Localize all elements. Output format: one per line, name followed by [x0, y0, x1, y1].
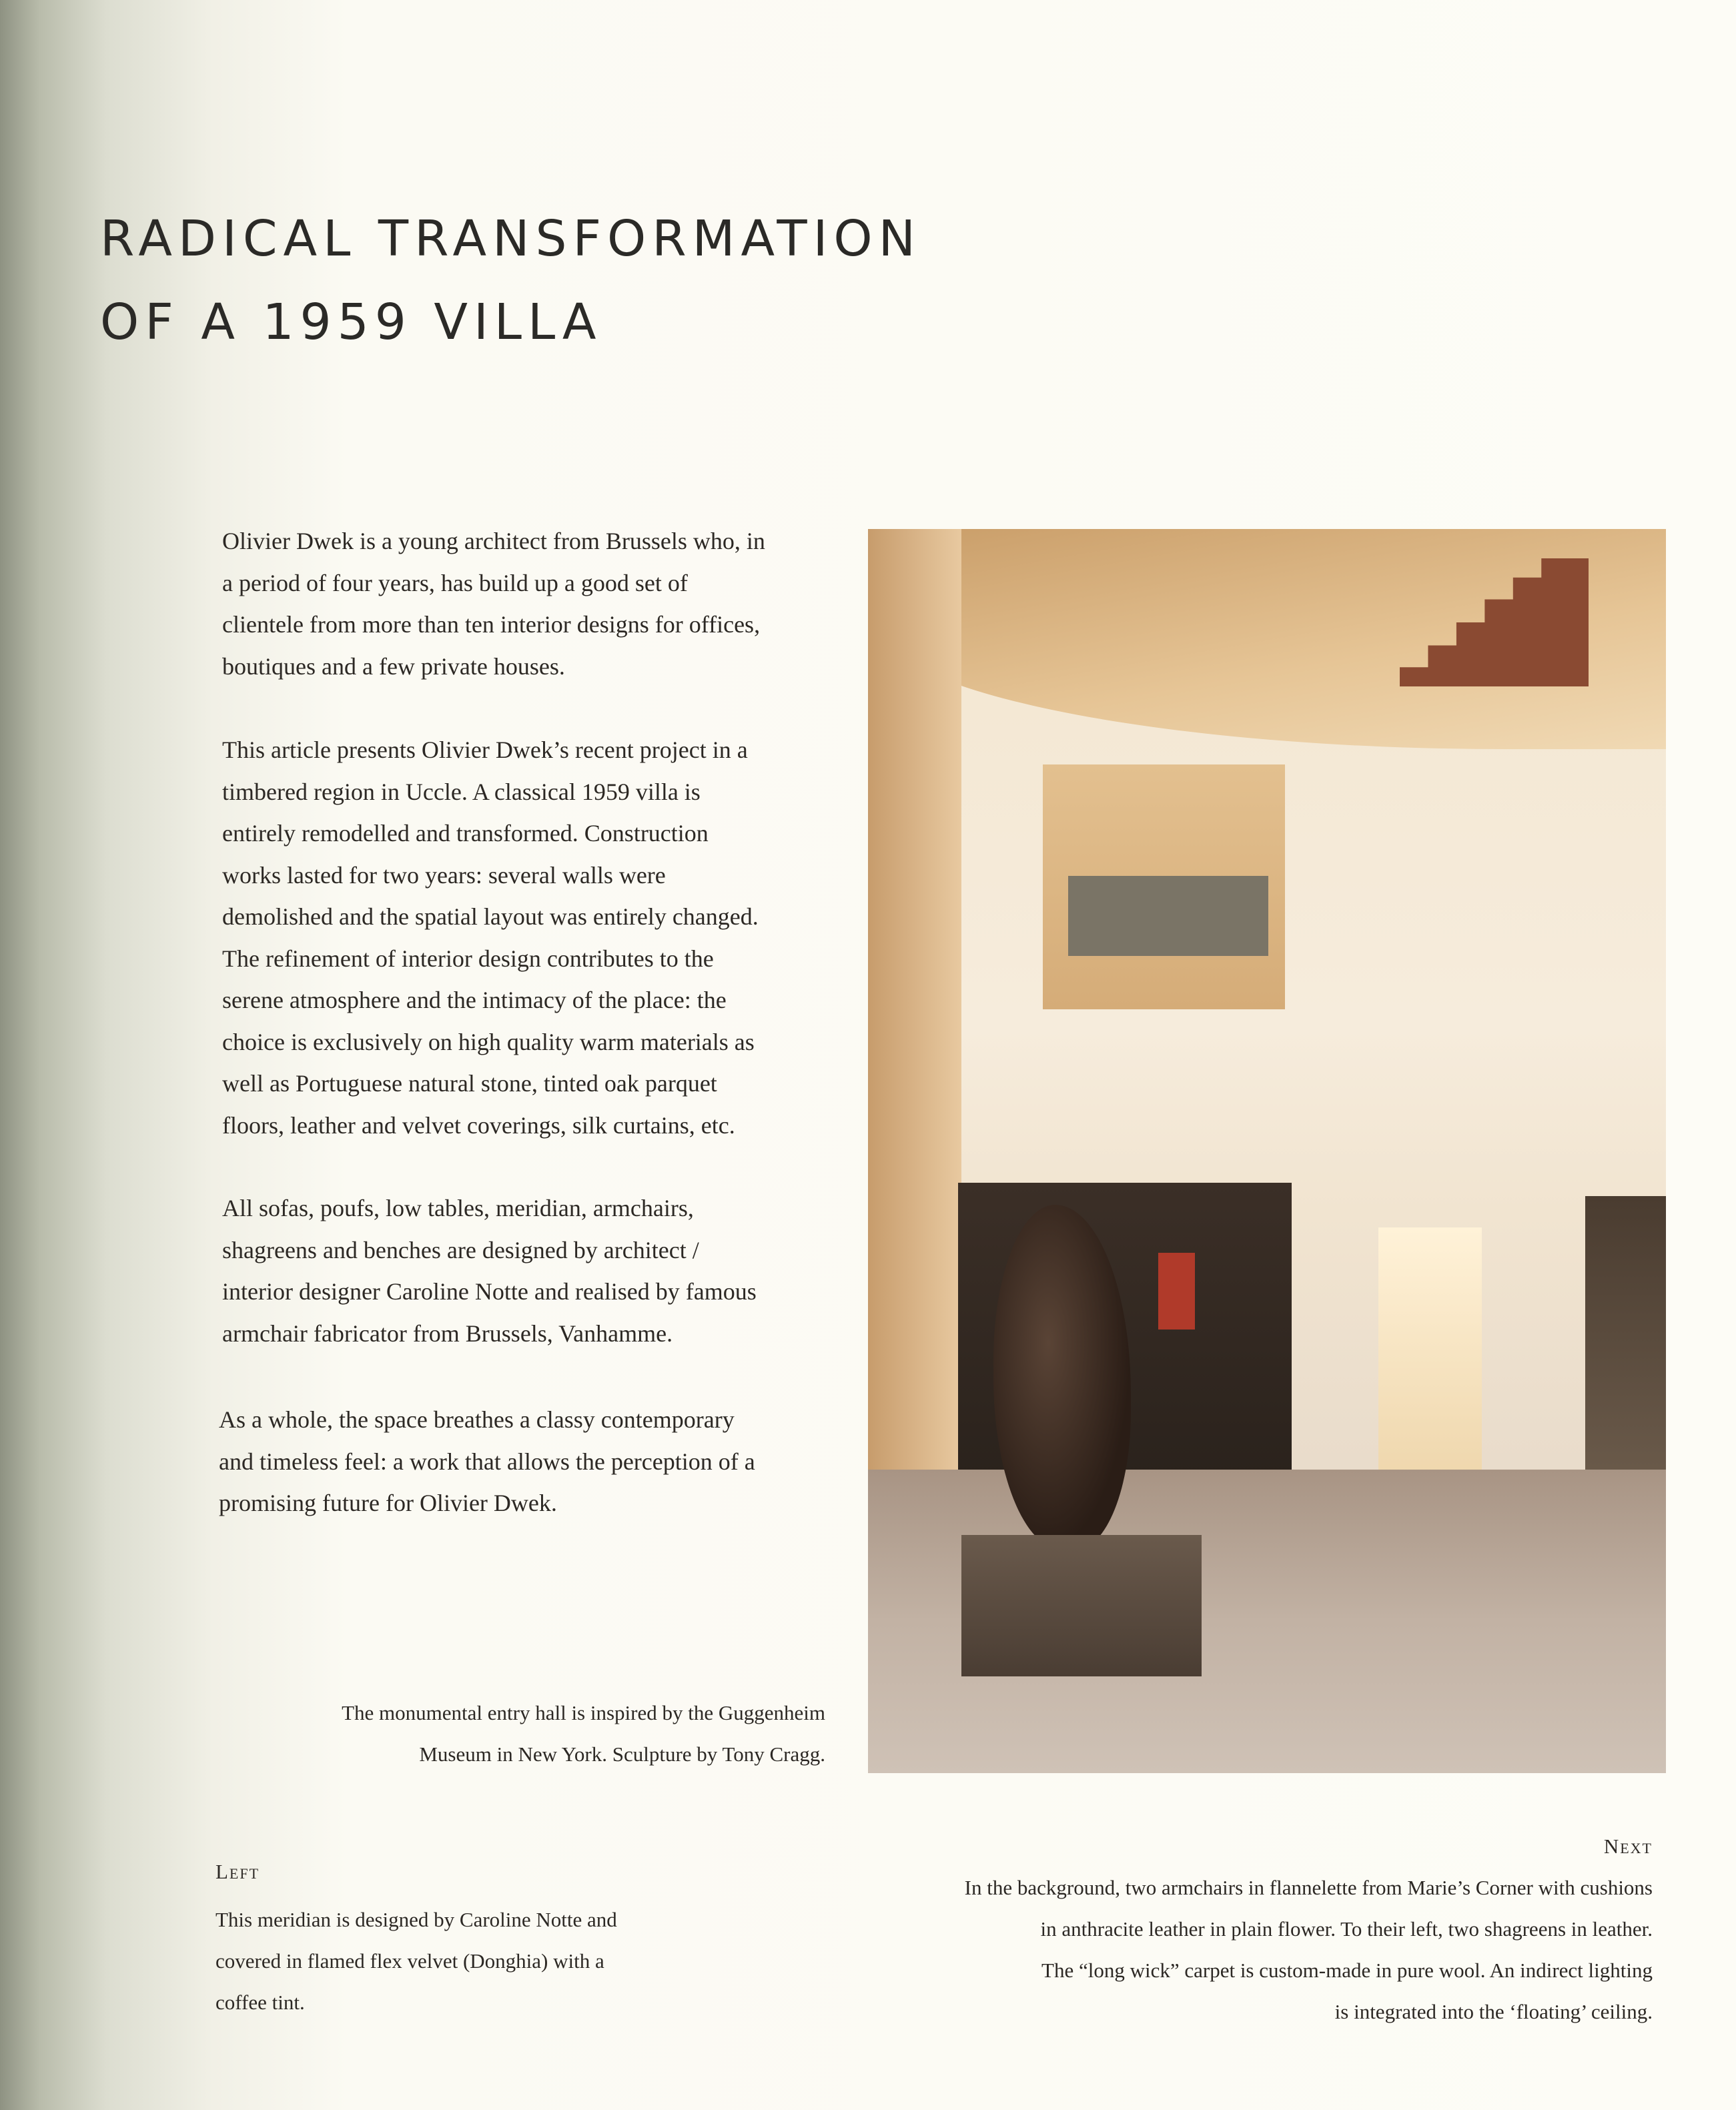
- paragraph-2: [222, 729, 759, 1146]
- pedestal: [961, 1535, 1202, 1676]
- paragraph-3: [222, 1187, 757, 1354]
- text-line: interior designer Caroline Notte and realised by famous: [222, 1278, 757, 1305]
- painting: [1158, 1253, 1195, 1330]
- text-line: clientele from more than ten interior designs for offices,: [222, 611, 761, 638]
- upper-window-glass: [1068, 876, 1268, 956]
- left-caption: [215, 1851, 617, 2023]
- text-line: promising future for Olivier Dwek.: [219, 1490, 557, 1516]
- text-line: timbered region in Uccle. A classical 1959 villa is: [222, 778, 701, 805]
- text-line: shagreens and benches are designed by architect /: [222, 1236, 699, 1263]
- text-line: armchair fabricator from Brussels, Vanhamme.: [222, 1320, 673, 1347]
- caption-line: The “long wick” carpet is custom-made in pure wool. An indirect lighting: [1041, 1959, 1653, 1982]
- text-line: choice is exclusively on high quality warm materials as: [222, 1028, 755, 1055]
- text-line: and timeless feel: a work that allows the perception of a: [219, 1448, 755, 1475]
- text-line: All sofas, poufs, low tables, meridian, armchairs,: [222, 1195, 694, 1221]
- text-line: The refinement of interior design contributes to the: [222, 945, 714, 972]
- caption-line: coffee tint.: [215, 1991, 305, 2014]
- title-line-1: RADICAL TRANSFORMATION: [100, 210, 922, 268]
- text-line: demolished and the spatial layout was entirely changed.: [222, 903, 759, 930]
- text-line: As a whole, the space breathes a classy contemporary: [219, 1406, 735, 1433]
- text-line: This article presents Olivier Dwek’s recent project in a: [222, 736, 748, 763]
- text-line: boutiques and a few private houses.: [222, 652, 565, 680]
- caption-line: In the background, two armchairs in flannelette from Marie’s Corner with cushions: [964, 1876, 1653, 1899]
- caption-line: Museum in New York. Sculpture by Tony Cragg.: [419, 1742, 825, 1766]
- text-line: works lasted for two years: several walls were: [222, 861, 666, 889]
- entry-hall-photo: [868, 529, 1666, 1773]
- text-line: Olivier Dwek is a young architect from Brussels who, in: [222, 528, 765, 554]
- niche-light: [1378, 1227, 1482, 1474]
- paragraph-1: [222, 520, 765, 687]
- right-opening: [1585, 1196, 1666, 1476]
- text-line: entirely remodelled and transformed. Construction: [222, 820, 709, 847]
- next-caption: [801, 1826, 1653, 2033]
- left-caption-label: Left: [215, 1860, 260, 1883]
- caption-line: is integrated into the ‘floating’ ceiling.: [1334, 2000, 1653, 2023]
- next-caption-label: Next: [1603, 1834, 1653, 1858]
- photo-caption: [254, 1692, 825, 1775]
- text-line: serene atmosphere and the intimacy of the place: the: [222, 987, 727, 1013]
- caption-line: The monumental entry hall is inspired by the Guggenheim: [342, 1701, 825, 1724]
- paragraph-4: [219, 1399, 755, 1524]
- text-line: floors, leather and velvet coverings, silk curtains, etc.: [222, 1111, 735, 1139]
- text-line: well as Portuguese natural stone, tinted oak parquet: [222, 1070, 717, 1097]
- text-line: a period of four years, has build up a good set of: [222, 569, 688, 596]
- caption-line: This meridian is designed by Caroline Notte and: [215, 1908, 617, 1931]
- caption-line: covered in flamed flex velvet (Donghia) with a: [215, 1949, 604, 1973]
- title-line-2: OF A 1959 VILLA: [100, 294, 602, 351]
- caption-line: in anthracite leather in plain flower. To their left, two shagreens in leather.: [1040, 1917, 1653, 1941]
